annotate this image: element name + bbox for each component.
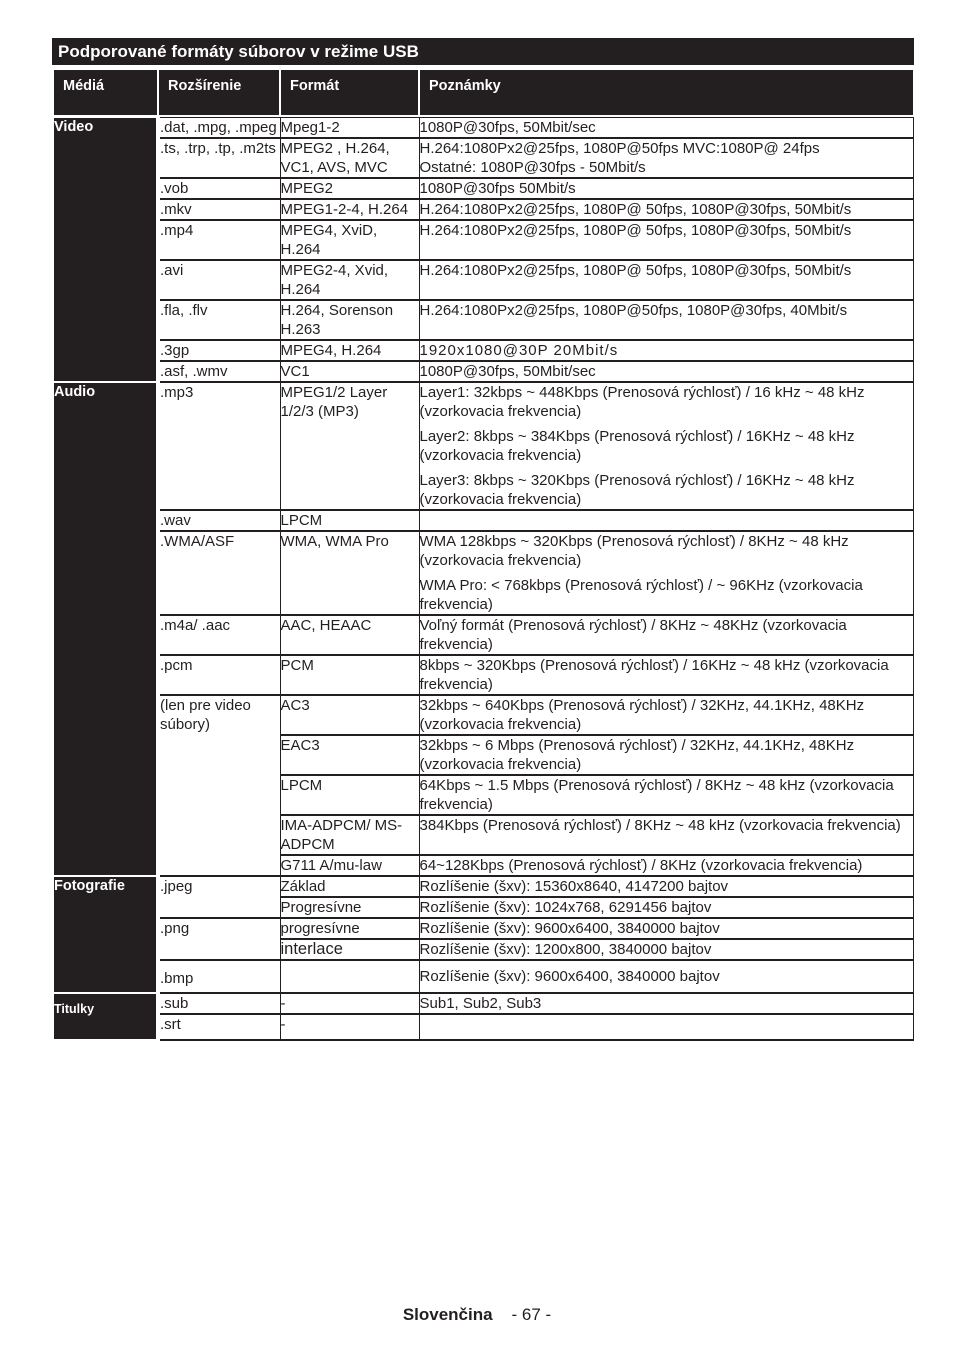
table-row: [54, 695, 913, 735]
cell-extension: .bmp: [158, 960, 280, 993]
cell-format: MPEG2: [280, 178, 419, 199]
table-row: [54, 260, 913, 300]
cell-format: Mpeg1-2: [280, 118, 419, 139]
cell-extension: .wav: [158, 510, 280, 531]
cell-notes: H.264:1080Px2@25fps, 1080P@ 50fps, 1080P@30fps, 50Mbit/s: [419, 260, 913, 300]
table-row: [54, 138, 913, 178]
cell-extension: .pcm: [158, 655, 280, 695]
note-line: WMA 128kbps ~ 320Kbps (Prenosová rýchlosť) / 8KHz ~ 48 kHz (vzorkovacia frekvencia): [419, 533, 849, 569]
header-format: Formát: [280, 70, 419, 115]
header-extension: Rozšírenie: [158, 70, 280, 115]
header-notes: Poznámky: [419, 70, 913, 115]
cell-notes: 32kbps ~ 640Kbps (Prenosová rýchlosť) / 32KHz, 44.1KHz, 48KHz (vzorkovacia frekvencia): [419, 695, 913, 735]
table-row: [54, 1014, 913, 1040]
cell-format: PCM: [280, 655, 419, 695]
table-row: [54, 300, 913, 340]
cell-notes: H.264:1080Px2@25fps, 1080P@ 50fps, 1080P@30fps, 50Mbit/s: [419, 220, 913, 260]
cell-format: IMA-ADPCM/ MS-ADPCM: [280, 815, 419, 855]
cell-format: MPEG4, XviD, H.264: [280, 220, 419, 260]
cell-notes: Sub1, Sub2, Sub3: [419, 993, 913, 1014]
cell-extension: .ts, .trp, .tp, .m2ts: [158, 138, 280, 178]
table-row: [54, 340, 913, 361]
cell-extension: .dat, .mpg, .mpeg: [158, 118, 280, 139]
cell-extension: .mkv: [158, 199, 280, 220]
page-footer: [0, 1305, 954, 1325]
media-photo: Fotografie: [54, 876, 158, 993]
cell-notes: 1920x1080@30P 20Mbit/s: [419, 340, 913, 361]
cell-extension: .3gp: [158, 340, 280, 361]
cell-extension: .mp3: [158, 382, 280, 510]
cell-notes: Rozlíšenie (šxv): 9600x6400, 3840000 bajtov: [419, 960, 913, 993]
table-row: [54, 615, 913, 655]
cell-format: LPCM: [280, 510, 419, 531]
cell-extension: .asf, .wmv: [158, 361, 280, 382]
cell-notes: Rozlíšenie (šxv): 15360x8640, 4147200 bajtov: [419, 876, 913, 897]
page-number: - 67 -: [511, 1305, 552, 1324]
table-row: [54, 118, 913, 139]
cell-format: Základ: [280, 876, 419, 897]
cell-notes: 64Kbps ~ 1.5 Mbps (Prenosová rýchlosť) / 8KHz ~ 48 kHz (vzorkovacia frekvencia): [419, 775, 913, 815]
table-row: [54, 178, 913, 199]
cell-format: MPEG4, H.264: [280, 340, 419, 361]
cell-notes: [419, 531, 913, 615]
cell-format: MPEG2-4, Xvid, H.264: [280, 260, 419, 300]
footer-language: Slovenčina: [402, 1305, 493, 1324]
cell-extension: .mp4: [158, 220, 280, 260]
media-audio: Audio: [54, 382, 158, 876]
cell-format: [280, 960, 419, 993]
section-title: Podporované formáty súborov v režime USB: [52, 38, 914, 65]
header-media: Médiá: [54, 70, 158, 115]
cell-format: EAC3: [280, 735, 419, 775]
cell-format: progresívne: [280, 918, 419, 939]
table-row: [54, 655, 913, 695]
cell-format: MPEG1/2 Layer 1/2/3 (MP3): [280, 382, 419, 510]
cell-notes: Rozlíšenie (šxv): 1024x768, 6291456 bajtov: [419, 897, 913, 918]
cell-notes: [419, 382, 913, 510]
cell-notes: 8kbps ~ 320Kbps (Prenosová rýchlosť) / 16KHz ~ 48 kHz (vzorkovacia frekvencia): [419, 655, 913, 695]
note-line: Layer1: 32kbps ~ 448Kbps (Prenosová rýchlosť) / 16 kHz ~ 48 kHz (vzorkovacia frekvencia): [419, 384, 865, 420]
cell-extension: .png: [158, 918, 280, 960]
cell-extension: .WMA/ASF: [158, 531, 280, 615]
header-row: [54, 70, 913, 115]
cell-notes: Rozlíšenie (šxv): 1200x800, 3840000 bajtov: [419, 939, 913, 960]
table-row: [54, 220, 913, 260]
table-row: [54, 918, 913, 939]
cell-format: MPEG2 , H.264, VC1, AVS, MVC: [280, 138, 419, 178]
cell-format: -: [280, 993, 419, 1014]
formats-table: [54, 70, 914, 1041]
note-line: Ostatné: 1080P@30fps - 50Mbit/s: [419, 159, 646, 176]
cell-extension: .avi: [158, 260, 280, 300]
cell-format: VC1: [280, 361, 419, 382]
cell-format: G711 A/mu-law: [280, 855, 419, 876]
cell-notes: 1080P@30fps, 50Mbit/sec: [419, 118, 913, 139]
table-row: [54, 510, 913, 531]
cell-notes: Voľný formát (Prenosová rýchlosť) / 8KHz ~ 48KHz (vzorkovacia frekvencia): [419, 615, 913, 655]
cell-extension: .jpeg: [158, 876, 280, 918]
cell-format: interlace: [280, 939, 419, 960]
table-row: [54, 876, 913, 897]
cell-notes: [419, 1014, 913, 1040]
cell-notes: 1080P@30fps 50Mbit/s: [419, 178, 913, 199]
cell-extension: .sub: [158, 993, 280, 1014]
cell-notes: [419, 138, 913, 178]
cell-extension: .srt: [158, 1014, 280, 1040]
cell-format: AAC, HEAAC: [280, 615, 419, 655]
media-subtitles: Titulky: [54, 993, 158, 1040]
cell-format: Progresívne: [280, 897, 419, 918]
note-line: WMA Pro: < 768kbps (Prenosová rýchlosť) / ~ 96KHz (vzorkovacia frekvencia): [419, 577, 863, 613]
cell-format: WMA, WMA Pro: [280, 531, 419, 615]
cell-extension: .fla, .flv: [158, 300, 280, 340]
cell-format: AC3: [280, 695, 419, 735]
cell-notes: 1080P@30fps, 50Mbit/sec: [419, 361, 913, 382]
cell-extension: .m4a/ .aac: [158, 615, 280, 655]
cell-extension: (len pre video súbory): [158, 695, 280, 876]
table-row: [54, 361, 913, 382]
media-video: Video: [54, 118, 158, 383]
cell-notes: H.264:1080Px2@25fps, 1080P@ 50fps, 1080P@30fps, 50Mbit/s: [419, 199, 913, 220]
cell-format: LPCM: [280, 775, 419, 815]
note-line: Layer3: 8kbps ~ 320Kbps (Prenosová rýchlosť) / 16KHz ~ 48 kHz (vzorkovacia frekvencia): [419, 472, 855, 508]
cell-notes: 64~128Kbps (Prenosová rýchlosť) / 8KHz (vzorkovacia frekvencia): [419, 855, 913, 876]
table-row: [54, 531, 913, 615]
cell-extension: .vob: [158, 178, 280, 199]
cell-format: -: [280, 1014, 419, 1040]
table-row: [54, 199, 913, 220]
cell-notes: 32kbps ~ 6 Mbps (Prenosová rýchlosť) / 32KHz, 44.1KHz, 48KHz (vzorkovacia frekvencia): [419, 735, 913, 775]
cell-notes: 384Kbps (Prenosová rýchlosť) / 8KHz ~ 48 kHz (vzorkovacia frekvencia): [419, 815, 913, 855]
cell-notes: Rozlíšenie (šxv): 9600x6400, 3840000 bajtov: [419, 918, 913, 939]
note-line: H.264:1080Px2@25fps, 1080P@50fps MVC:1080P@ 24fps: [419, 140, 820, 157]
cell-format: H.264, Sorenson H.263: [280, 300, 419, 340]
cell-format: MPEG1-2-4, H.264: [280, 199, 419, 220]
table-row: [54, 960, 913, 993]
cell-notes: H.264:1080Px2@25fps, 1080P@50fps, 1080P@30fps, 40Mbit/s: [419, 300, 913, 340]
cell-notes: [419, 510, 913, 531]
table-row: [54, 382, 913, 510]
note-line: Layer2: 8kbps ~ 384Kbps (Prenosová rýchlosť) / 16KHz ~ 48 kHz (vzorkovacia frekvencia): [419, 428, 855, 464]
table-row: [54, 993, 913, 1014]
